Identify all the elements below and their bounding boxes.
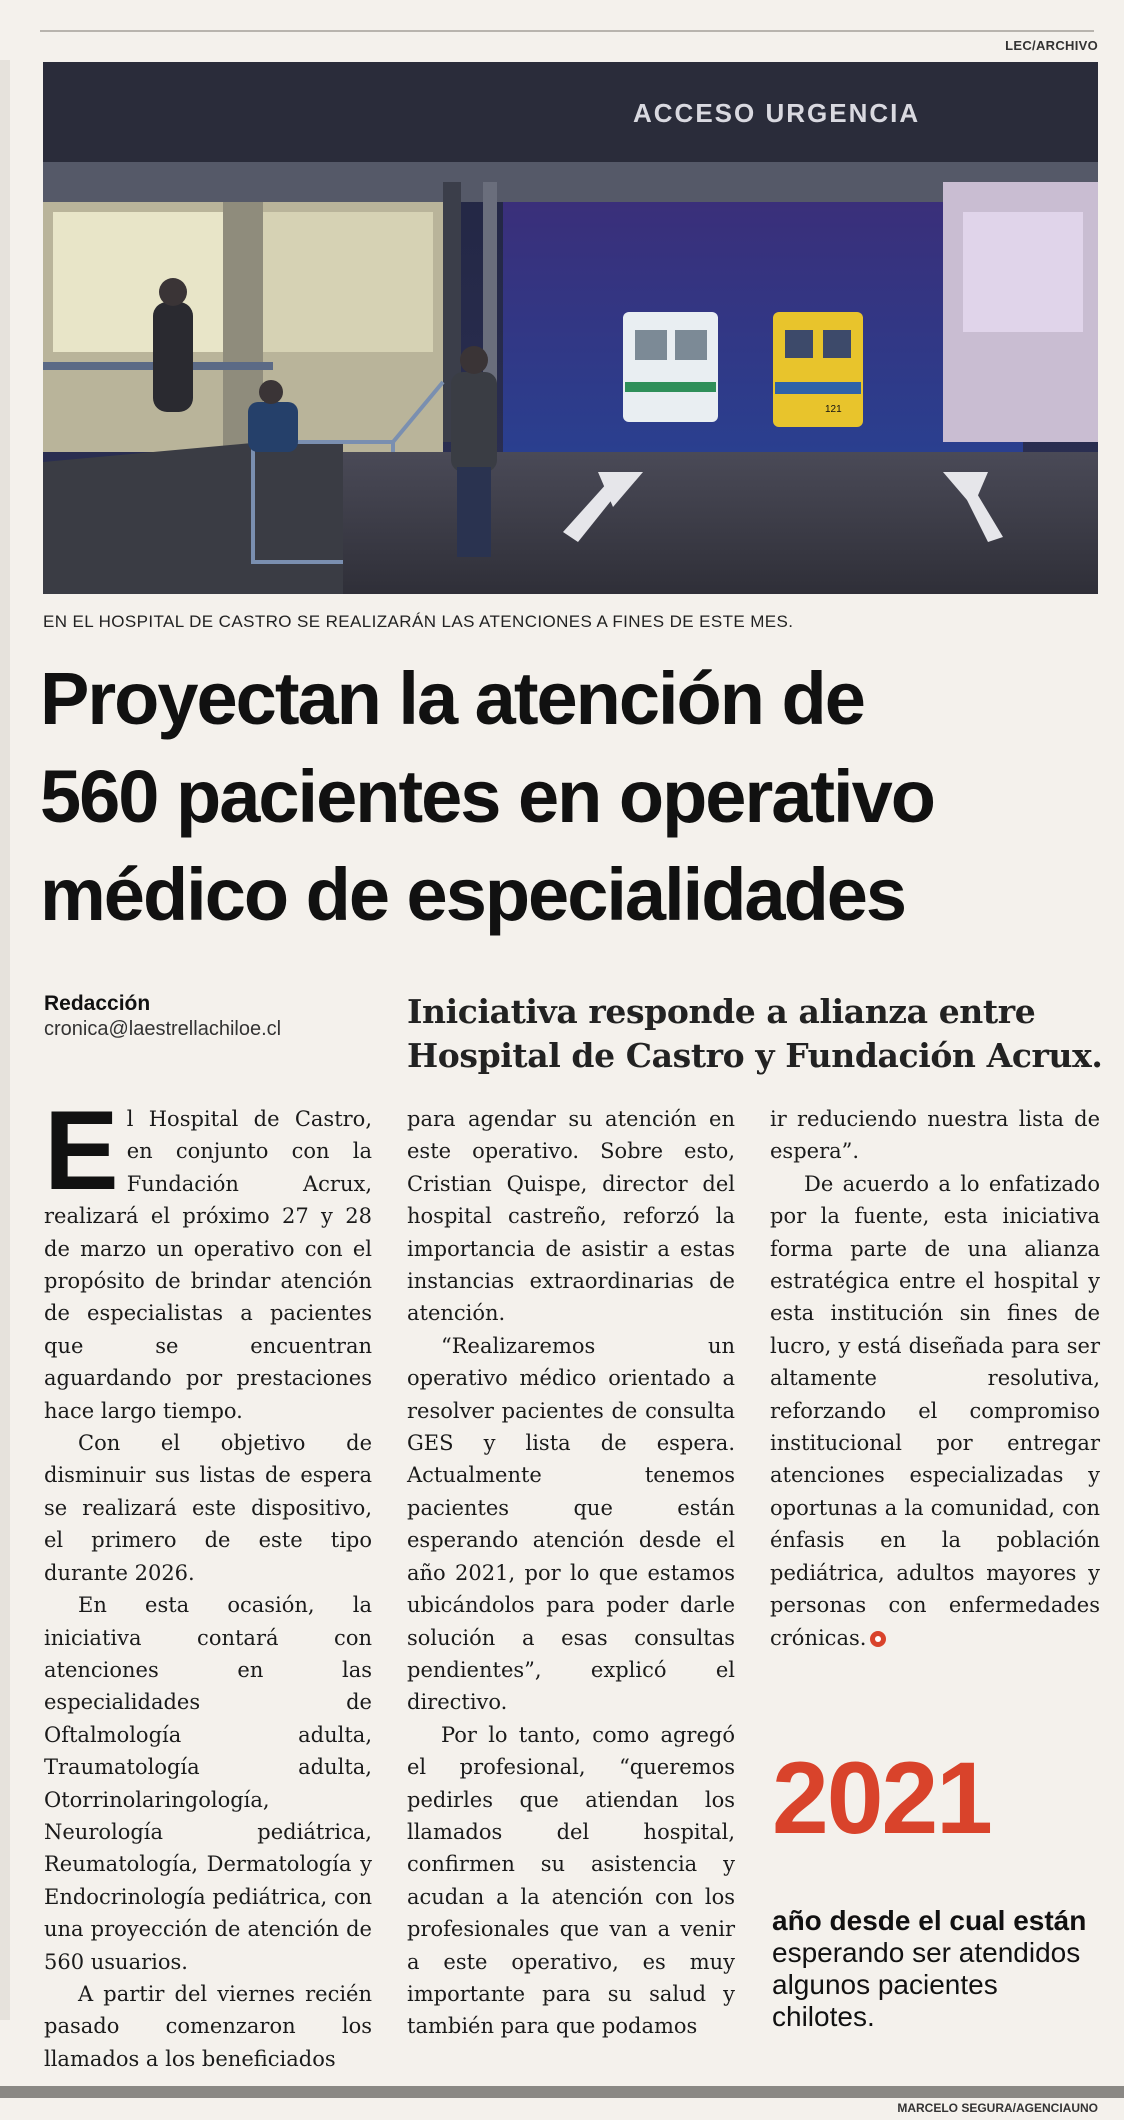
headline-line-2: 560 pacientes en operativo [40,755,934,838]
paragraph: Con el objetivo de disminuir sus listas de espera se realizará este dispositivo, el primero de este tipo durante 2026. [44,1431,372,1585]
photo-credit: LEC/ARCHIVO [1005,38,1098,53]
article-column-1 [44,1088,372,2075]
headline [40,650,1100,944]
stat-label-bold: año desde el cual están [772,1905,1087,1936]
paragraph: En esta ocasión, la iniciativa contará con atenciones en las especialidades de Oftalmología adulta, Traumatología adulta, Otorrinolaringología, Neurología pediátrica, Reumatología, Dermatología y Endocrinología pediátrica, con una proyección de atención de 560 usuarios. [44,1593,372,1974]
stat-label: esperando ser atendidos algunos pacientes chilotes. [772,1937,1081,2032]
paragraph [44,1088,372,1427]
photo-illustration [43,62,1098,594]
paragraph: Por lo tanto, como agregó el profesional, “queremos pedirles que atiendan los llamados del hospital, confirmen su asistencia y acudan a la atención con los profesionales que van a venir a este operativo, es muy importante para su salud y también para que podamos [407,1722,735,2039]
byline-name: Redacción [44,992,151,1015]
deck-line-2: Hospital de Castro y Fundación Acrux. [407,1036,1103,1075]
paragraph-text: l Hospital de Castro, en conjunto con la Fundación Acrux, realizará el próximo 27 y 28 de marzo un operativo con el propósito de brindar atención de especialistas a pacientes que se encuentran aguardando por prestaciones hace largo tiempo. [44,1107,372,1423]
paragraph-text: De acuerdo a lo enfatizado por la fuente, esta iniciativa forma parte de una alianza estratégica entre el hospital y esta institución sin fines de lucro, y está diseñada para ser altamente resolutiva, reforzando el compromiso institucional por entregar atenciones especializadas y oportunas a la comunidad, con énfasis en la población pediátrica, adultos mayores y personas con enfermedades crónicas. [770,1171,1100,1650]
ambulance-number: 121 [825,404,842,415]
bottom-photo-credit: MARCELO SEGURA/AGENCIAUNO [897,2101,1098,2115]
paragraph [770,1168,1100,1654]
article-column-2 [407,1103,735,2043]
drop-cap: E [44,1088,119,1213]
headline-line-3: médico de especialidades [40,853,906,936]
top-rule [40,30,1094,32]
photo-caption: EN EL HOSPITAL DE CASTRO SE REALIZARÁN LAS ATENCIONES A FINES DE ESTE MES. [43,612,794,631]
hospital-emergency-photo [43,62,1098,594]
deck-subheadline [407,990,1107,1078]
adjacent-page-strip [0,60,10,2020]
paragraph: ir reduciendo nuestra lista de espera”. [770,1107,1100,1164]
paragraph: A partir del viernes recién pasado comenzaron los llamados a los beneficiados [44,1981,372,2071]
end-of-article-icon [870,1631,886,1647]
headline-line-1: Proyectan la atención de [40,657,864,740]
bottom-rule [0,2086,1124,2098]
paragraph: “Realizaremos un operativo médico orientado a resolver pacientes de consulta GES y lista de espera. Actualmente tenemos pacientes que están esperando atención desde el año 2021, por lo que estamos ubicándolos para poder darle solución a esas consultas pendientes”, explicó el directivo. [407,1333,735,1715]
deck-line-1: Iniciativa responde a alianza entre [407,992,1036,1031]
stat-number: 2021 [772,1741,991,1855]
article-column-3 [770,1103,1100,1654]
paragraph: para agendar su atención en este operativo. Sobre esto, Cristian Quispe, director del hospital castreño, reforzó la importancia de asistir a estas instancias extraordinarias de atención. [407,1107,735,1326]
sign-text: ACCESO URGENCIA [633,98,921,128]
byline-email: cronica@laestrellachiloe.cl [44,1018,282,1040]
